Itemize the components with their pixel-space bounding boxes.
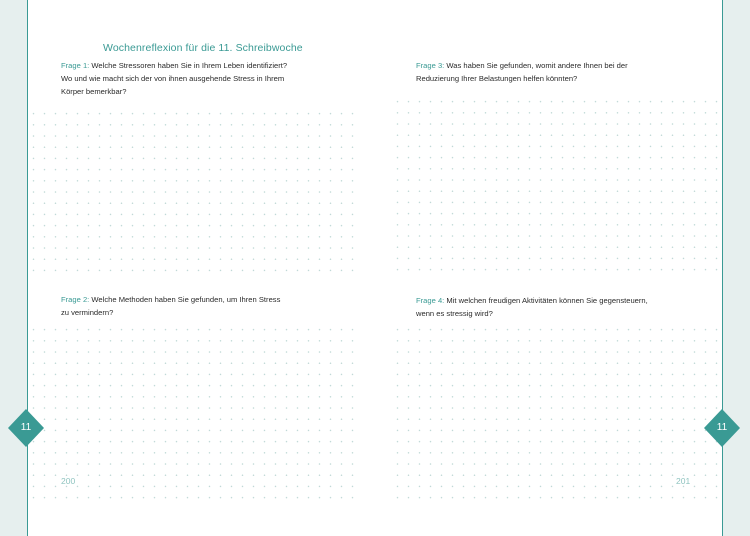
question-2 xyxy=(61,293,361,319)
chapter-tab-right xyxy=(704,409,740,447)
question-2-line-2: zu vermindern? xyxy=(61,308,114,317)
question-3 xyxy=(416,59,716,85)
dot-grid-answer-2[interactable] xyxy=(28,324,358,504)
right-page-edge-line xyxy=(722,0,723,536)
question-4 xyxy=(416,294,716,320)
dot-grid-answer-1[interactable] xyxy=(28,108,358,278)
question-1-line-2: Wo und wie macht sich der von ihnen ausgehende Stress in Ihrem xyxy=(61,74,285,83)
dot-grid-answer-4[interactable] xyxy=(392,324,722,504)
chapter-tab-right-number: 11 xyxy=(716,422,728,433)
page-number-right: 201 xyxy=(676,476,691,486)
question-1-line-1: Welche Stressoren haben Sie in Ihrem Leben identifiziert? xyxy=(91,61,288,70)
question-3-line-1: Was haben Sie gefunden, womit andere Ihnen bei der xyxy=(446,61,628,70)
question-4-label: Frage 4: xyxy=(416,296,445,305)
question-3-line-2: Reduzierung Ihrer Belastungen helfen könnten? xyxy=(416,74,578,83)
question-3-label: Frage 3: xyxy=(416,61,445,70)
chapter-tab-left xyxy=(8,409,44,447)
question-1-label: Frage 1: xyxy=(61,61,90,70)
question-4-line-2: wenn es stressig wird? xyxy=(416,309,493,318)
question-2-label: Frage 2: xyxy=(61,295,90,304)
question-2-line-1: Welche Methoden haben Sie gefunden, um Ihren Stress xyxy=(91,295,281,304)
chapter-tab-left-number: 11 xyxy=(20,422,32,433)
dot-grid-answer-3[interactable] xyxy=(392,96,722,278)
question-1 xyxy=(61,59,361,98)
page-title: Wochenreflexion für die 11. Schreibwoche xyxy=(103,42,303,54)
question-4-line-1: Mit welchen freudigen Aktivitäten können Sie gegensteuern, xyxy=(446,296,648,305)
question-1-line-3: Körper bemerkbar? xyxy=(61,87,127,96)
page-number-left: 200 xyxy=(61,476,76,486)
